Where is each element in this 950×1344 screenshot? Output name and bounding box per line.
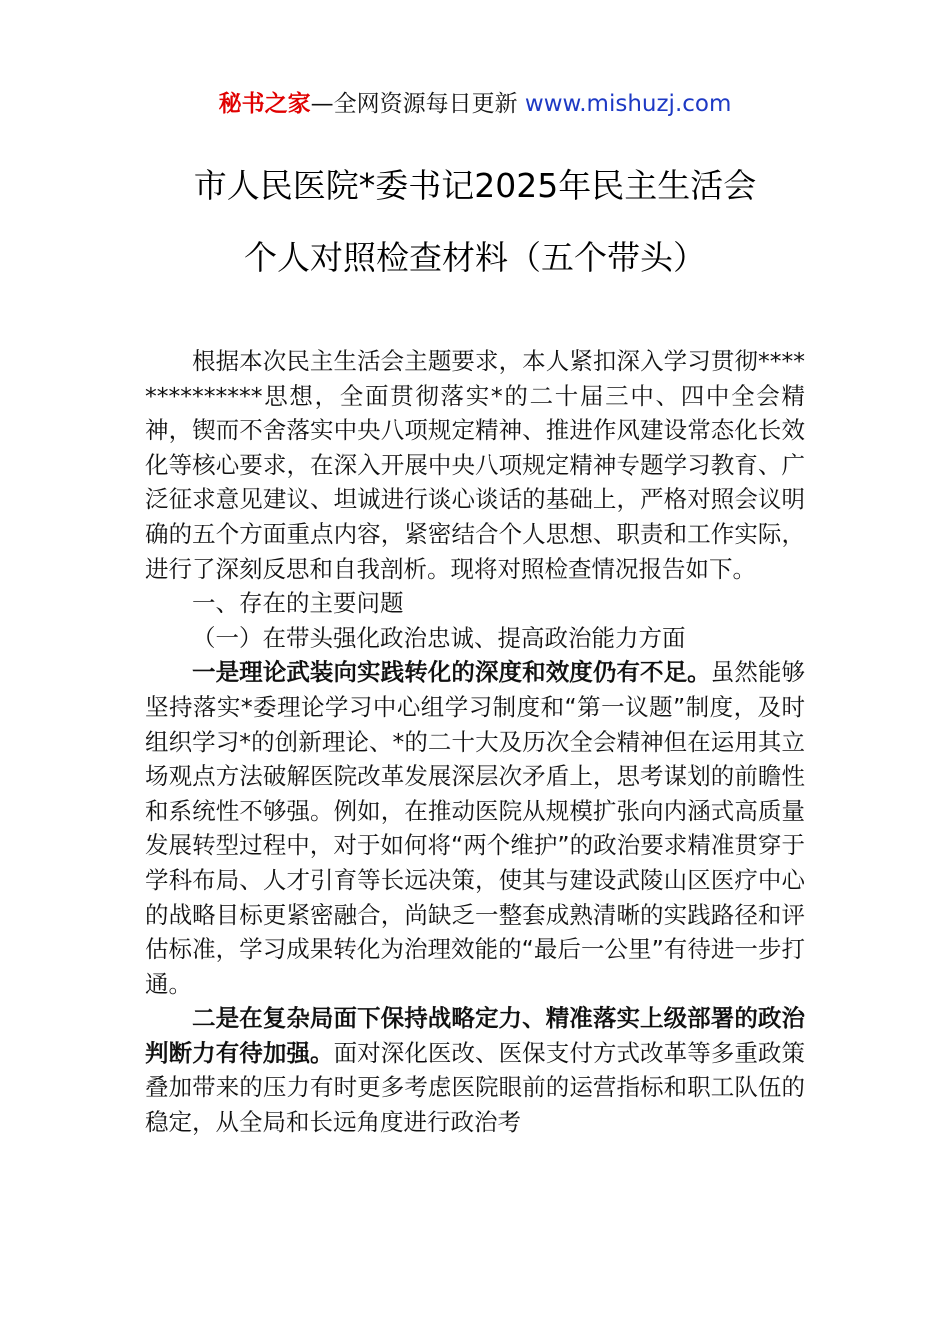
item-paragraph-1 [145, 655, 805, 1001]
site-brand: 秘书之家 [218, 91, 311, 117]
section-heading: 一、存在的主要问题 [192, 589, 404, 618]
item-2-text: 面对深化医改、医保支付方式改革等多重政策叠加带来的压力有时更多考虑医院眼前的运营指标和职工队伍的稳定，从全局和长远角度进行政治考 [145, 1038, 806, 1137]
site-header [0, 86, 950, 122]
item-2-lead: 二是在复杂局面下保持战略定力、精准落实上级部署的政治判断力有待加强。 [145, 1004, 805, 1067]
document-body [145, 344, 805, 1140]
item-1-text: 虽然能够坚持落实*委理论学习中心组学习制度和“第一议题”制度，及时组织学习*的创新理论、*的二十大及历次全会精神但在运用其立场观点方法破解医院改革发展深层次矛盾上，思考谋划的前瞻性和系统性不够强。例如，在推动医院从规模扩张向内涵式高质量发展转型过程中，对于如何将“两个维护”的政治要求精准贯穿于学科布局、人才引育等长远决策，使其与建设武陵山区医疗中心的战略目标更紧密融合，尚缺乏一整套成熟清晰的实践路径和评估标准，学习成果转化为治理效能的“最后一公里”有待进一步打通。 [145, 658, 806, 998]
document-title-line1: 市人民医院*委书记2025年民主生活会 [193, 166, 757, 205]
item-paragraph-2 [145, 1001, 805, 1139]
intro-paragraph: 根据本次民主生活会主题要求，本人紧扣深入学习贯彻**************思想，全面贯彻落实*的二十届三中、四中全会精神，锲而不舍落实中央八项规定精神、推进作风建设常态化长效化等核心要求，在深入开展中央八项规定精神专题学习教育、广泛征求意见建议、坦诚进行谈心谈话的基础上，严格对照会议明确的五个方面重点内容，紧密结合个人思想、职责和工作实际，进行了深刻反思和自我剖析。现将对照检查情况报告如下。 [145, 347, 805, 583]
site-slogan: —全网资源每日更新 [310, 91, 518, 117]
subsection-heading: （一）在带头强化政治忠诚、提高政治能力方面 [192, 623, 686, 652]
item-1-lead: 一是理论武装向实践转化的深度和效度仍有不足。 [192, 658, 711, 687]
document-title-line2: 个人对照检查材料（五个带头） [244, 238, 706, 277]
site-url-link[interactable]: www.mishuzj.com [524, 91, 732, 117]
